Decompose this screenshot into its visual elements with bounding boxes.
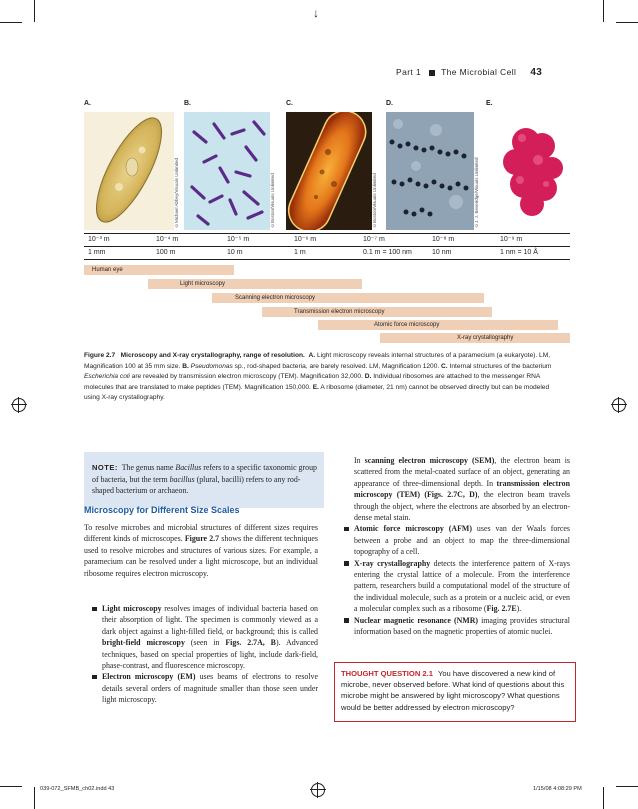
thought-question-body: You have discovered a new kind of microbe, never observed before. What kind of questions about this microbe might be answered by light microscopy? What questions would be better addressed by electron microscopy? bbox=[341, 669, 565, 712]
panel-letter-d: D. bbox=[386, 100, 393, 107]
crop-mark bbox=[616, 22, 638, 23]
list-item bbox=[92, 603, 318, 671]
left-bullet-list bbox=[92, 603, 318, 706]
range-bar-sem bbox=[212, 293, 484, 303]
photo-credit-d: ©J. J. Beveridge/Visuals Unlimited bbox=[474, 157, 479, 228]
figure-reference: Figure 2.7 bbox=[184, 534, 220, 544]
thought-question-label: THOUGHT QUESTION 2.1 bbox=[341, 669, 433, 678]
note-italic: bacillus bbox=[169, 474, 195, 484]
list-text: resolves images of individual bacteria based on their absorption of light. The specimen is commonly viewed as a dark object against a light-filled field, or background; this is called bbox=[102, 604, 318, 636]
intro-text: shows the different techniques used to resolve microbes and structures of various sizes. For example, a paramecium can be resolved under a light microscope, but an individual ribosome requires electron microscopy. bbox=[84, 534, 318, 578]
scale-label: 10⁻⁶ m bbox=[294, 236, 317, 243]
list-item bbox=[344, 523, 570, 557]
range-bar-afm bbox=[318, 320, 558, 330]
ecoli-tem-micrograph bbox=[286, 112, 372, 230]
list-text: (seen in bbox=[190, 638, 220, 648]
panel-letter-c: C. bbox=[286, 100, 293, 107]
note-text-part: refers to a specific taxonomic group of bacteria, but the term bbox=[92, 463, 317, 484]
crop-mark bbox=[603, 0, 604, 22]
scale-label: 0.1 m = 100 nm bbox=[363, 249, 412, 256]
registration-mark-icon bbox=[311, 783, 325, 797]
crop-mark bbox=[0, 22, 22, 23]
figure-reference: (Figs. 2.7C, D) bbox=[424, 490, 478, 500]
crop-mark bbox=[34, 787, 35, 809]
crop-mark bbox=[34, 0, 35, 22]
term: X-ray crystallography bbox=[354, 558, 431, 568]
caption-part-label: C. bbox=[441, 362, 448, 370]
photo-credit-b: ©Boston/Visuals Unlimited bbox=[270, 173, 275, 228]
list-item bbox=[344, 615, 570, 638]
range-bar-label: Transmission electron microscopy bbox=[294, 309, 385, 315]
running-header bbox=[396, 67, 542, 78]
part-label: Part 1 bbox=[396, 67, 422, 77]
ribosome-tem-micrograph bbox=[386, 112, 474, 230]
center-arrow-icon: ↓ bbox=[313, 6, 319, 20]
footer-file: 039-072_SFMB_ch02.indd 43 bbox=[40, 786, 115, 792]
scale-label: 10 m bbox=[227, 249, 243, 256]
caption-text: Light microscopy reveals internal structures of a paramecium (a eukaryote). LM, Magnification 100 at 35 mm size. bbox=[84, 352, 551, 370]
range-bar-label: Atomic force microscopy bbox=[374, 322, 440, 328]
panel-letter-b: B. bbox=[184, 100, 191, 107]
term: scanning electron microscopy (SEM) bbox=[364, 456, 495, 465]
registration-mark-icon bbox=[612, 398, 626, 412]
scale-label: 10 nm bbox=[432, 249, 452, 256]
footer-date: 1/15/08 4:08:29 PM bbox=[533, 786, 582, 792]
range-bar-tem bbox=[262, 307, 492, 317]
caption-text: sp., rod-shaped bacteria, are barely resolved. LM, Magnification 1200. bbox=[234, 362, 440, 370]
body-text: In bbox=[354, 456, 361, 465]
intro-paragraph bbox=[84, 522, 318, 579]
list-text: ). Advanced techniques, based on special properties of light, include dark-field, phase-contrast, and fluorescence microscopy. bbox=[102, 638, 318, 671]
scale-label: 100 m bbox=[156, 249, 176, 256]
caption-part-label: A. bbox=[308, 352, 316, 359]
scale-label: 10⁻³ m bbox=[88, 236, 110, 243]
crop-mark bbox=[616, 786, 638, 787]
scale-label: 10⁻⁴ m bbox=[156, 236, 179, 243]
page-number: 43 bbox=[530, 67, 543, 78]
body-text: , the electron beam is scattered from the metal-coated surface of an object, generating an appearance of three-dimensional depth. In bbox=[354, 456, 570, 488]
term: Light microscopy bbox=[102, 604, 162, 613]
scale-rule bbox=[84, 246, 570, 247]
term: Electron microscopy (EM) bbox=[102, 672, 196, 682]
note-text-part: (plural, bacilli) refers to any rod-shaped bacterium or archaeon. bbox=[92, 474, 301, 496]
scale-label: 10⁻⁸ m bbox=[432, 236, 455, 243]
list-text: ). bbox=[516, 604, 522, 614]
scale-label: 10⁻⁵ m bbox=[227, 236, 250, 243]
list-item bbox=[92, 671, 318, 705]
right-column-text bbox=[344, 455, 570, 638]
caption-part-label: B. bbox=[182, 362, 189, 370]
list-text: imaging provides structural information based on the magnetic properties of atomic nuclei. bbox=[354, 615, 570, 637]
scale-label: 10⁻⁷ m bbox=[363, 236, 385, 243]
thought-question-box bbox=[334, 662, 576, 722]
note-box bbox=[84, 452, 324, 508]
list-text: uses van der Waals forces between a probe and an object to map the three-dimensional topography of a cell. bbox=[354, 524, 570, 557]
section-heading: Microscopy for Different Size Scales bbox=[84, 505, 240, 515]
square-bullet-icon bbox=[429, 70, 435, 76]
range-bar-light-microscopy bbox=[148, 279, 362, 289]
range-bar-label: Human eye bbox=[92, 267, 123, 273]
sem-tem-paragraph bbox=[344, 455, 570, 523]
list-text: detects the interference pattern of X-rays entering the crystal lattice of a molecule. From the interference pattern, researchers build a computational model of the structure of the individual molecule, such as a protein or a nucleic acid, or even a molecular complex such as a ribosome ( bbox=[354, 558, 570, 614]
range-bar-label: Scanning electron microscopy bbox=[235, 295, 316, 301]
ribosome-model-image bbox=[496, 112, 570, 230]
caption-text: Individual ribosomes are attached to the messenger RNA molecules that are translated to make peptides (TEM). Magnification 150,000. bbox=[84, 373, 540, 391]
scale-label: 1 m bbox=[294, 249, 306, 256]
list-text: uses beams of electrons to resolve details several orders of magnitude smaller than those seen under light microscopy. bbox=[102, 672, 318, 705]
term: bright-field microscopy bbox=[102, 638, 185, 648]
caption-italic: Escherichia coli bbox=[84, 373, 130, 381]
caption-text: Internal structures of the bacterium bbox=[449, 362, 552, 370]
section-title: The Microbial Cell bbox=[441, 67, 517, 77]
crop-mark bbox=[603, 787, 604, 809]
photo-credit-a: ©Michael Abbey/Visuals Unlimited bbox=[174, 158, 179, 228]
paramecium-micrograph bbox=[84, 112, 174, 230]
note-text bbox=[92, 462, 318, 497]
figure-reference: Figs. 2.7A, B bbox=[225, 638, 276, 648]
caption-text: A ribosome (diameter, 21 nm) cannot be observed directly but can be modeled using X-ray crystallography. bbox=[84, 383, 550, 402]
scale-label: 1 nm = 10 Å bbox=[500, 249, 538, 256]
scale-rule bbox=[84, 233, 570, 234]
caption-italic: Pseudomonas bbox=[190, 362, 233, 370]
scale-rule bbox=[84, 259, 570, 260]
body-text: , the electron beam travels through the object, where the electrons are absorbed by an electron-dense metal stain. bbox=[354, 490, 570, 523]
note-text-part: The genus name bbox=[121, 463, 174, 472]
note-italic: Bacillus bbox=[175, 463, 202, 472]
range-bar-label: Light microscopy bbox=[180, 281, 226, 287]
list-item bbox=[344, 558, 570, 615]
term: Atomic force microscopy (AFM) bbox=[354, 524, 472, 534]
range-bar-xray bbox=[380, 333, 570, 343]
caption-part-label: E. bbox=[312, 383, 319, 391]
registration-mark-icon bbox=[12, 398, 26, 412]
range-bar-label: X-ray crystallography bbox=[457, 335, 514, 341]
note-label: NOTE: bbox=[92, 463, 118, 472]
figure-label: Figure 2.7 bbox=[84, 352, 116, 359]
figure-title: Microscopy and X-ray crystallography, range of resolution. bbox=[120, 352, 305, 359]
thought-question-text bbox=[341, 668, 569, 713]
caption-text: are revealed by transmission electron microscopy (TEM). Magnification 32,000. bbox=[131, 373, 363, 381]
photo-credit-c: ©Boston/Visuals Unlimited bbox=[372, 173, 377, 228]
figure-caption bbox=[84, 351, 560, 404]
scale-label: 10⁻⁹ m bbox=[500, 236, 523, 243]
range-bar-human-eye bbox=[84, 265, 234, 275]
figure-reference: Fig. 2.7E bbox=[486, 604, 517, 614]
scale-label: 1 mm bbox=[88, 249, 106, 256]
term: transmission electron microscopy (TEM) bbox=[354, 478, 570, 500]
pseudomonas-micrograph bbox=[184, 112, 270, 230]
term: Nuclear magnetic resonance (NMR) bbox=[354, 615, 479, 625]
intro-text: To resolve microbes and microbial structures of different sizes requires different kinds of microscopes. bbox=[84, 523, 318, 544]
crop-mark bbox=[0, 786, 22, 787]
panel-letter-a: A. bbox=[84, 100, 91, 107]
panel-letter-e: E. bbox=[486, 100, 493, 107]
caption-part-label: D. bbox=[364, 373, 372, 381]
